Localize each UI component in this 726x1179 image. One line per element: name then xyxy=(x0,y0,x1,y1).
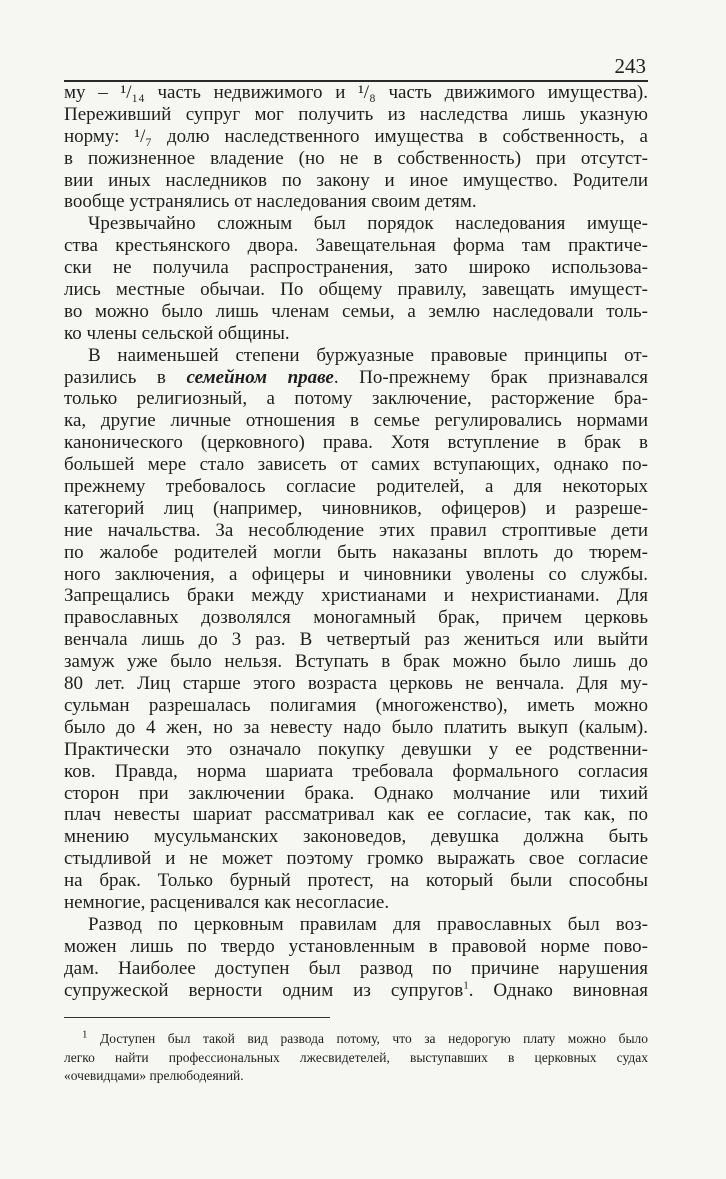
text-line: немногие, расценивался как несогласие. xyxy=(64,891,390,913)
page-number: 243 xyxy=(614,54,646,78)
footnote-line: «очевидцами» прелюбодеяний. xyxy=(64,1068,244,1083)
text-line: по жалобе родителей могли быть наказаны вплоть до тюрем- xyxy=(64,541,648,563)
text-line: стыдливой и не может поэтому громко выражать свое согласие xyxy=(64,848,648,870)
text-segment: Доступен был такой вид развода потому, что за недорогую плату можно было xyxy=(87,1031,648,1046)
text-segment: супружеской верности одним из супругов xyxy=(64,979,464,1001)
footnote-marker: 1 xyxy=(82,1028,88,1041)
text-line xyxy=(64,980,648,1002)
text-line: ние начальства. За несоблюдение этих правил строптивые дети xyxy=(64,519,648,541)
text-line: вии иных наследников по закону и иное имущество. Родители xyxy=(64,169,648,191)
text-line: ко члены сельской общины. xyxy=(64,322,290,344)
text-line: венчала лишь до 3 раз. В четвертый раз жениться или выйти xyxy=(64,629,648,651)
text-line: большей мере стало зависеть от самих вступающих, однако по- xyxy=(64,454,648,476)
text-line: было до 4 жен, но за невесту надо было платить выкуп (калым). xyxy=(64,716,648,738)
text-line: замуж уже было нельзя. Вступать в брак можно было лишь до xyxy=(64,651,648,673)
text-line: Переживший супруг мог получить из наследства лишь указную xyxy=(64,103,648,125)
text-line: ски не получила распространения, зато широко использова- xyxy=(64,257,648,279)
text-line: ного заключения, а офицеры и чиновники уволены со службы. xyxy=(64,563,648,585)
text-line: сульман разрешалась полигамия (многоженство), иметь можно xyxy=(64,694,648,716)
footnote-rule xyxy=(64,1017,330,1018)
text-line: сторон при заключении брака. Однако молчание или тихий xyxy=(64,782,648,804)
text-line: мнению мусульманских законоведов, девушка должна быть xyxy=(64,826,648,848)
paragraph xyxy=(64,345,648,914)
text-line: прежнему требовалось согласие родителей, а для некоторых xyxy=(64,476,648,498)
text-segment: . Однако виновная xyxy=(468,979,649,1001)
text-line: 80 лет. Лиц старше этого возраста церковь не венчала. Для му- xyxy=(64,673,648,695)
text-line: плач невесты шариат рассматривал как ее согласие, так как, по xyxy=(64,804,648,826)
footnote-line: легко найти профессиональных лжесвидетелей, выступавших в церковных судах xyxy=(64,1049,648,1065)
text-line: В наименьшей степени буржуазные правовые принципы от- xyxy=(88,344,648,366)
text-line: норму: ¹/₇ долю наследственного имущества в собственность, а xyxy=(64,125,648,147)
paragraph xyxy=(64,213,648,344)
paragraph xyxy=(64,82,648,213)
paragraph xyxy=(64,914,648,1002)
body-text xyxy=(64,82,648,1001)
text-segment: . По-прежнему брак признавался xyxy=(333,366,648,388)
emphasis: семейном праве xyxy=(186,366,334,388)
text-line xyxy=(64,367,648,389)
text-line: Развод по церковным правилам для православных был воз- xyxy=(88,913,648,935)
text-line: ства крестьянского двора. Завещательная форма там практиче- xyxy=(64,235,648,257)
text-line: только религиозный, а потому заключение, расторжение бра- xyxy=(64,388,648,410)
text-line: категорий лиц (например, чиновников, офицеров) и разреше- xyxy=(64,497,648,519)
text-line: Запрещались браки между христианами и нехристианами. Для xyxy=(64,585,648,607)
footnote-line xyxy=(64,1030,648,1049)
text-line: канонического (церковного) права. Хотя вступление в брак в xyxy=(64,432,648,454)
text-line: Чрезвычайно сложным был порядок наследования имуще- xyxy=(88,213,648,235)
text-line: ков. Правда, норма шариата требовала формального согласия xyxy=(64,760,648,782)
text-line: дам. Наиболее доступен был развод по причине нарушения xyxy=(64,957,648,979)
text-line: ка, другие личные отношения в семье регулировались нормами xyxy=(64,410,648,432)
text-line: вообще устранялись от наследования своим детям. xyxy=(64,191,477,213)
text-line: на брак. Только бурный протест, на который были способны xyxy=(64,870,648,892)
text-line: му – ¹/₁₄ часть недвижимого и ¹/₈ часть движимого имущества). xyxy=(64,82,648,103)
text-line: лись местные обычаи. По общему правилу, завещать имущест- xyxy=(64,279,648,301)
footnote-marker: 1 xyxy=(463,979,469,992)
text-line: во можно было лишь членам семьи, а землю наследовали толь- xyxy=(64,300,648,322)
text-segment: разились в xyxy=(64,366,187,388)
text-line: православных дозволялся моногамный брак, причем церковь xyxy=(64,607,648,629)
text-line: Практически это означало покупку девушки у ее родственни- xyxy=(64,738,648,760)
text-line: в пожизненное владение (но не в собственность) при отсутст- xyxy=(64,147,648,169)
footnote xyxy=(64,1030,648,1086)
text-line: можен лишь по твердо установленным в правовой норме пово- xyxy=(64,935,648,957)
